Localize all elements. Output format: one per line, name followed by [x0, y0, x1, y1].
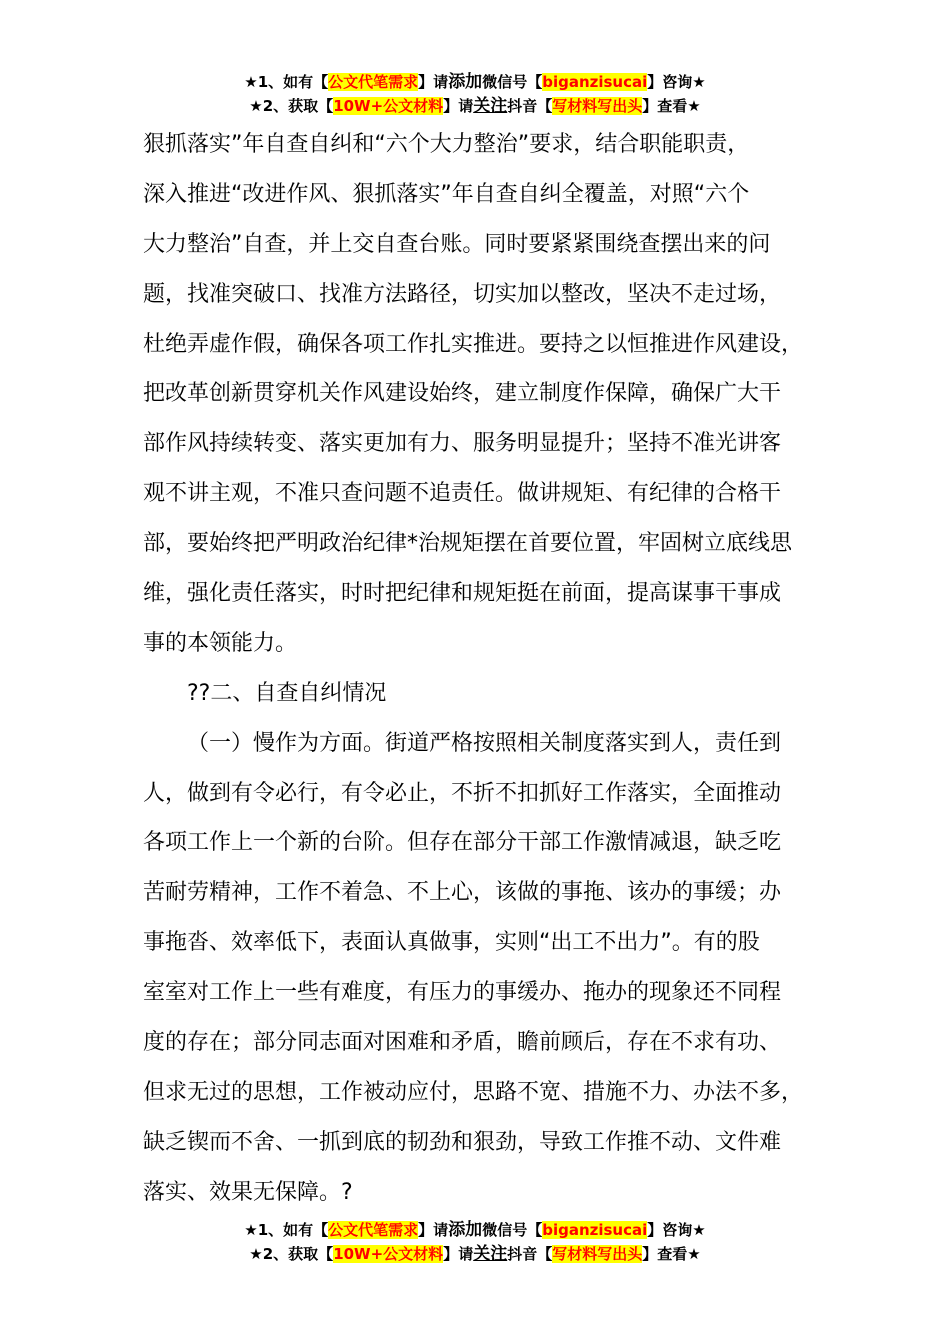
emphasis-text: 关注 — [473, 96, 508, 116]
emphasis-text: 添加 — [448, 1220, 483, 1240]
banner-line-1 — [0, 70, 950, 94]
footer-banner — [0, 1218, 950, 1266]
banner-text: 1、如有【 — [257, 1221, 329, 1239]
document-body — [143, 120, 843, 1218]
body-line: 人，做到有令必行，有令必止，不折不扣抓好工作落实，全面推动 — [143, 780, 782, 806]
subsection-heading: （一）慢作为方面。街道严格按照相关制度落实到人，责任到 — [187, 730, 782, 756]
body-line: 苦耐劳精神，工作不着急、不上心，该做的事拖、该办的事缓；办 — [143, 880, 782, 906]
body-line: 缺乏锲而不舍、一抓到底的韧劲和狠劲，导致工作推不动、文件难 — [143, 1129, 782, 1155]
emphasis-text: 添加 — [448, 72, 483, 92]
highlight-text: 10W+公文材料 — [333, 1245, 444, 1263]
body-line: 杜绝弄虚作假，确保各项工作扎实推进。要持之以恒推进作风建设， — [143, 331, 804, 357]
body-line: 把改革创新贯穿机关作风建设始终，建立制度作保障，确保广大干 — [143, 381, 782, 407]
star-icon: ★ — [244, 1221, 258, 1239]
body-line: 度的存在；部分同志面对困难和矛盾，瞻前顾后，存在不求有功、 — [143, 1030, 782, 1056]
banner-line-2 — [0, 94, 950, 118]
body-line: 维，强化责任落实，时时把纪律和规矩挺在前面，提高谋事干事成 — [143, 581, 782, 607]
body-line: 深入推进“改进作风、狠抓落实”年自查自纠全覆盖，对照“六个 — [143, 181, 750, 207]
banner-text: 微信号【 — [482, 73, 543, 91]
banner-text: 1、如有【 — [257, 73, 329, 91]
star-icon: ★ — [249, 1245, 263, 1263]
banner-text: 】请 — [418, 73, 449, 91]
banner-text: 2、获取【 — [262, 1245, 334, 1263]
banner-text: 】咨询★ — [647, 73, 706, 91]
section-heading: ??二、自查自纠情况 — [187, 680, 387, 706]
douyin-id: 写材料写出头 — [552, 97, 643, 115]
highlight-text: 10W+公文材料 — [333, 97, 444, 115]
banner-line-1 — [0, 1218, 950, 1242]
body-line: 部作风持续转变、落实更加有力、服务明显提升；坚持不准光讲客 — [143, 431, 782, 457]
body-line: 事的本领能力。 — [143, 630, 298, 656]
banner-text: 】咨询★ — [647, 1221, 706, 1239]
header-banner — [0, 70, 950, 118]
banner-text: 抖音【 — [507, 1245, 553, 1263]
body-line: 题，找准突破口、找准方法路径，切实加以整改，坚决不走过场， — [143, 281, 782, 307]
body-line: 但求无过的思想，工作被动应付，思路不宽、措施不力、办法不多， — [143, 1079, 804, 1105]
highlight-text: 公文代笔需求 — [328, 1221, 419, 1239]
body-line: 狠抓落实”年自查自纠和“六个大力整治”要求，结合职能职责， — [143, 132, 750, 157]
emphasis-text: 关注 — [473, 1244, 508, 1264]
body-line: 落实、效果无保障。? — [143, 1179, 353, 1205]
star-icon: ★ — [244, 73, 258, 91]
banner-text: 抖音【 — [507, 97, 553, 115]
highlight-text: 公文代笔需求 — [328, 73, 419, 91]
banner-text: 】请 — [443, 97, 474, 115]
body-line: 各项工作上一个新的台阶。但存在部分干部工作激情减退，缺乏吃 — [143, 830, 782, 856]
banner-line-2 — [0, 1242, 950, 1266]
wechat-id: biganzisucai — [542, 1221, 648, 1239]
wechat-id: biganzisucai — [542, 73, 648, 91]
body-line: 事拖沓、效率低下，表面认真做事，实则“出工不出力”。有的股 — [143, 930, 760, 956]
body-line: 观不讲主观，不准只查问题不追责任。做讲规矩、有纪律的合格干 — [143, 481, 782, 507]
body-line: 部，要始终把严明政治纪律*治规矩摆在首要位置，牢固树立底线思 — [143, 531, 793, 557]
banner-text: 】请 — [418, 1221, 449, 1239]
body-line: 室室对工作上一些有难度，有压力的事缓办、拖办的现象还不同程 — [143, 980, 782, 1006]
star-icon: ★ — [249, 97, 263, 115]
banner-text: 】查看★ — [642, 97, 701, 115]
banner-text: 微信号【 — [482, 1221, 543, 1239]
body-line: 大力整治”自查，并上交自查台账。同时要紧紧围绕查摆出来的问 — [143, 231, 771, 257]
banner-text: 2、获取【 — [262, 97, 334, 115]
banner-text: 】请 — [443, 1245, 474, 1263]
douyin-id: 写材料写出头 — [552, 1245, 643, 1263]
banner-text: 】查看★ — [642, 1245, 701, 1263]
